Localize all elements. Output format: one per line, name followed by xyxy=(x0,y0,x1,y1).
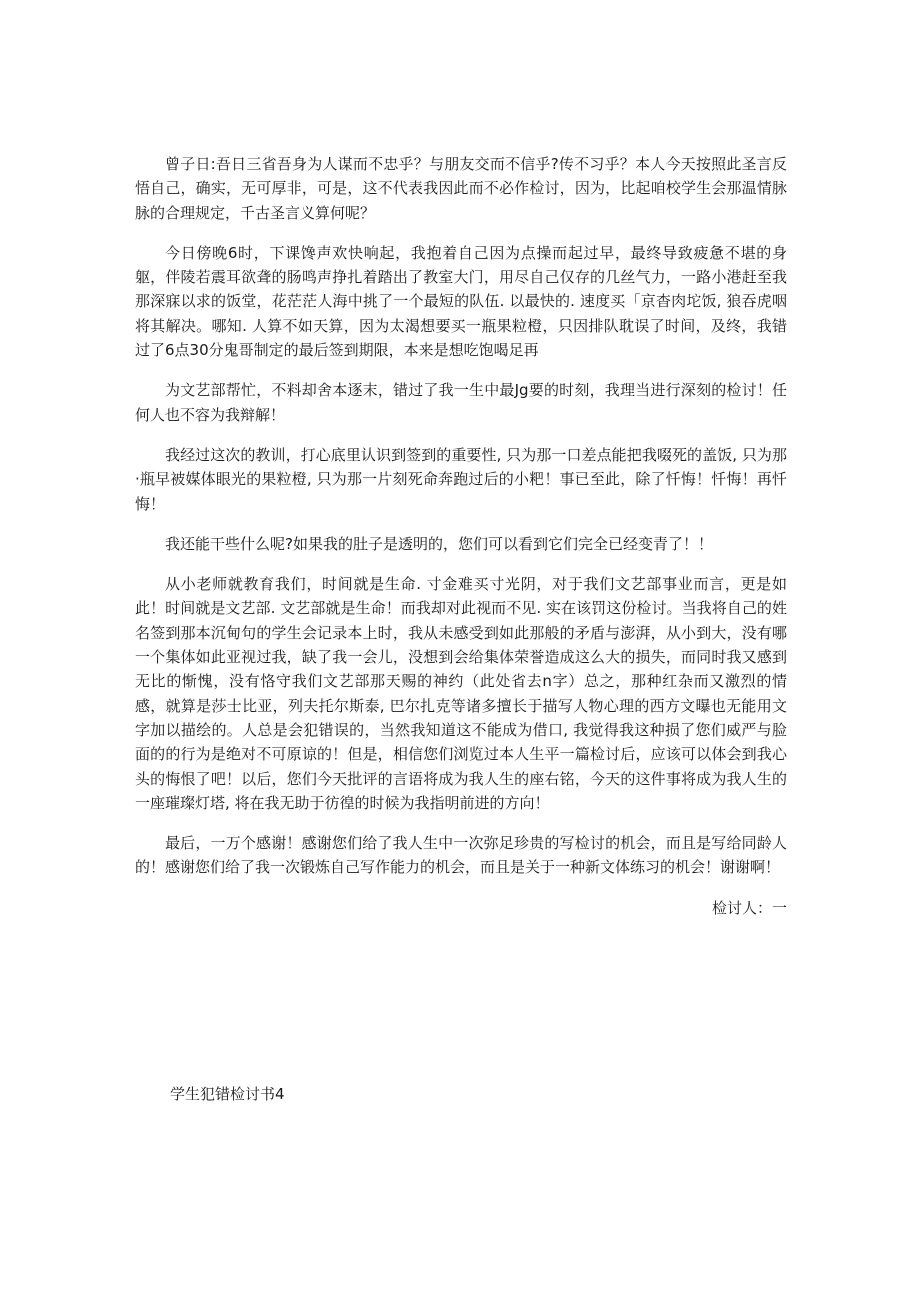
paragraph: 从小老师就教育我们，时间就是生命. 寸金难买寸光阴，对于我们文艺部事业而言，更是如此！时间就是文艺部. 文艺部就是生命！而我却对此视而不见. 实在该罚这份检讨。当我将自己的姓名签到那本沉甸句的学生会记录本上时，我从未感受到如此那般的矛盾与澎湃，从小到大，没有哪一个集体如此亚视过我，缺了我一会儿，没想到会给集体荣誉造成这么大的损失，而同时我又感到无比的惭愧，没有恪守我们文艺部那天赐的神约（此处省去n字）总之，那种红杂而又激烈的情感，就算是莎士比亚，列夫托尔斯泰, 巴尔扎克等诸多擅长于描写人物心理的西方文曝也无能用文字加以描绘的。人总是会犯错误的，当然我知道这不能成为借口, 我觉得我这种损了您们威严与脸面的的行为是绝对不可原谅的！但是，相信您们浏览过本人生平一篇检讨后，应该可以体会到我心头的悔恨了吧！以后，您们今天批评的言语将成为我人生的座右铭，今天的这件事将成为我人生的一座璀璨灯塔, 将在我无助于彷徨的时候为我指明前进的方向！ xyxy=(135,575,787,812)
signature-line: 检讨人：一 xyxy=(711,898,787,917)
document-body xyxy=(135,152,787,920)
paragraph: 我经过这次的教训，打心底里认识到签到的重要性, 只为那一口差点能把我啜死的盖饭, 只为那·瓶早被媒体眼光的果粒橙, 只为那一片刻死命奔跑过后的小粑！事已至此，除了忏悔！忏悔！再忏悔！ xyxy=(135,445,787,513)
paragraph: 曾子日:吾日三省吾身为人谋而不忠乎？与朋友交而不信乎?传不习乎？本人今天按照此圣言反悟自己，确实，无可厚非，可是，这不代表我因此而不必作检讨，因为，比起咱校学生会那温情脉脉的合理规定，千古圣言义算何呢？ xyxy=(135,155,787,222)
paragraph: 我还能干些什么呢?如果我的肚子是透明的，您们可以看到它们完全已经变青了！！ xyxy=(165,534,713,553)
paragraph: 今日傍晚6时，下课馋声欢快响起，我抱着自己因为点操而起过早，最终导致疲惫不堪的身躯，伴陵若震耳欲聋的肠鸣声挣扎着踏出了教室大门，用尽自己仅存的几丝气力，一路小港赶至我那深寐以求的饭堂，花茫茫人海中挑了一个最短的队伍. 以最快的. 速度买「京杳肉坨饭, 狼吞虎咽将其解决。哪知. 人算不如天算，因为太渴想要买一瓶果粒橙，只因排队耽误了时间，及终，我错过了6点30分鬼哥制定的最后签到期限，本来是想吃饱喝足再 xyxy=(135,243,787,360)
section-heading: 学生犯错检讨书4 xyxy=(170,1085,285,1103)
paragraph: 最后，一万个感谢！感谢您们给了我人生中一次弥足珍贵的写检讨的机会，而且是写给同龄人的！感谢您们给了我一次锻炼自己写作能力的机会，而且是关于一种新文体练习的机会！谢谢啊！ xyxy=(135,834,787,877)
paragraph: 为文艺部帮忙，不料却舍本逐末，错过了我一生中最Jg要的时刻，我理当进行深刻的检讨！任何人也不容为我辩解！ xyxy=(135,381,787,424)
